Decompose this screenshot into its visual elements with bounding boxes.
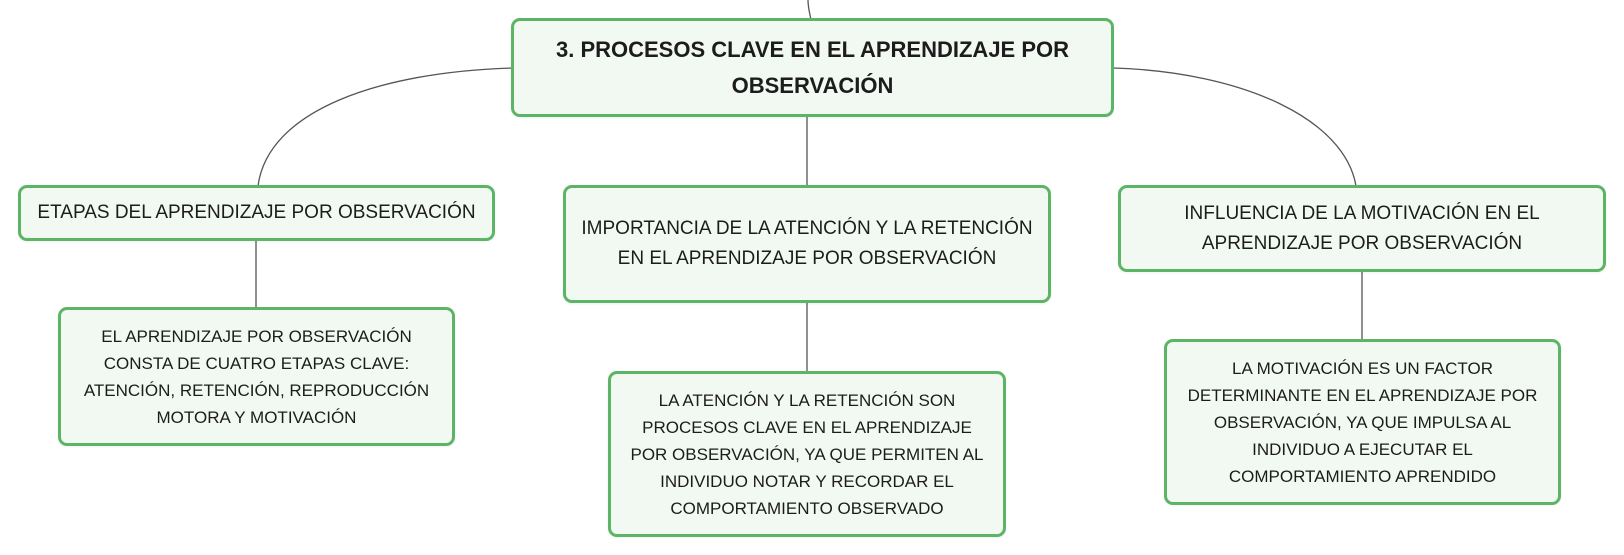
central-topic-node[interactable] [511,18,1114,117]
connector-central-to-branch-3 [1113,68,1356,186]
detail-node-stages[interactable] [58,307,455,446]
central-topic-text: 3. PROCESOS CLAVE EN EL APRENDIZAJE POR OBSERVACIÓN [555,36,1070,98]
connector-from-parent [808,0,811,20]
detail-text: LA ATENCIÓN Y LA RETENCIÓN SON PROCESOS CLAVE EN EL APRENDIZAJE POR OBSERVACIÓN, YA QUE PERMITEN AL INDIVIDUO NOTAR Y RECORDAR EL COMPORTAMIENTO OBSERVADO [630,390,984,518]
branch-topic-text: ETAPAS DEL APRENDIZAJE POR OBSERVACIÓN [37,202,476,223]
branch-topic-node-motivation[interactable] [1118,185,1606,272]
detail-text: EL APRENDIZAJE POR OBSERVACIÓN CONSTA DE CUATRO ETAPAS CLAVE: ATENCIÓN, RETENCIÓN, REPRODUCCIÓN MOTORA Y MOTIVACIÓN [83,326,430,427]
branch-topic-node-stages[interactable] [18,185,495,241]
branch-topic-text: IMPORTANCIA DE LA ATENCIÓN Y LA RETENCIÓN EN EL APRENDIZAJE POR OBSERVACIÓN [581,218,1033,269]
detail-node-attention-retention[interactable] [608,371,1006,537]
branch-topic-node-attention-retention[interactable] [563,185,1051,303]
connector-central-to-branch-1 [258,68,512,186]
detail-node-motivation[interactable] [1164,339,1561,505]
detail-text: LA MOTIVACIÓN ES UN FACTOR DETERMINANTE EN EL APRENDIZAJE POR OBSERVACIÓN, YA QUE IMPULSA AL INDIVIDUO A EJECUTAR EL COMPORTAMIENTO APRENDIDO [1187,358,1538,486]
branch-topic-text: INFLUENCIA DE LA MOTIVACIÓN EN EL APRENDIZAJE POR OBSERVACIÓN [1184,202,1540,254]
